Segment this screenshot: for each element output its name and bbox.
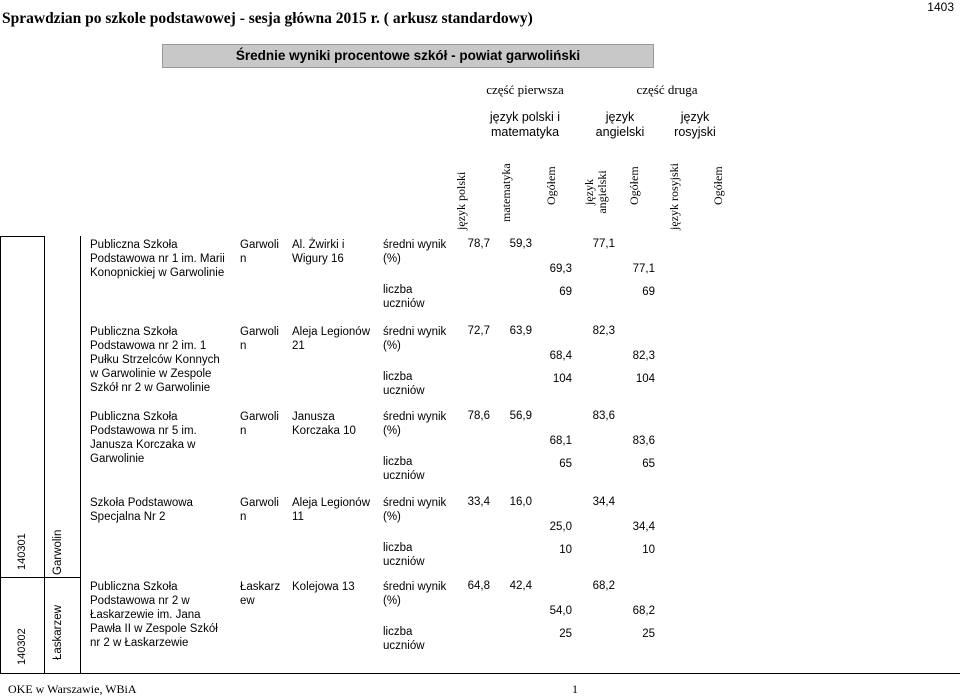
value-total1: 54,0 <box>549 605 572 617</box>
header-part2: część druga <box>636 82 698 97</box>
school-name: Publiczna Szkoła Podstawowa nr 5 im. Janusza Korczaka w Garwolinie <box>90 411 197 465</box>
school-address: Al. Żwirki i Wigury 16 <box>292 239 345 265</box>
rot-header-english: język angielski <box>582 170 609 214</box>
value-count2: 10 <box>642 544 655 556</box>
rot-header-russian: język rosyjski <box>667 163 681 230</box>
school-address: Janusza Korczaka 10 <box>292 411 356 437</box>
header-english: język angielski <box>595 110 645 139</box>
school-address: Aleja Legionów 21 <box>292 326 371 352</box>
value-count2: 25 <box>642 628 655 640</box>
rot-header-math: matematyka <box>499 163 513 222</box>
school-address: Kolejowa 13 <box>292 581 355 593</box>
label-count: liczba uczniów <box>383 371 425 397</box>
value-count2: 65 <box>642 458 655 470</box>
gmina-code: 140302 <box>16 628 28 665</box>
value-math: 42,4 <box>509 580 532 592</box>
label-count: liczba uczniów <box>383 284 425 310</box>
value-math: 63,9 <box>509 325 532 337</box>
value-english: 34,4 <box>592 496 615 508</box>
value-total1: 25,0 <box>549 521 572 533</box>
label-avg: średni wynik (%) <box>383 581 447 607</box>
value-count1: 10 <box>559 544 572 556</box>
page-number: 1403 <box>927 0 954 14</box>
value-english: 83,6 <box>592 410 615 422</box>
value-english: 77,1 <box>592 238 615 250</box>
value-total1: 68,4 <box>549 350 572 362</box>
school-name: Publiczna Szkoła Podstawowa nr 1 im. Marii Konopnickiej w Garwolinie <box>90 239 225 279</box>
gmina-code: 140301 <box>16 533 28 570</box>
value-math: 56,9 <box>509 410 532 422</box>
value-count1: 65 <box>559 458 572 470</box>
value-polish: 78,7 <box>467 238 490 250</box>
value-count1: 69 <box>559 286 572 298</box>
grid-line <box>0 236 44 237</box>
grid-line <box>80 236 81 673</box>
value-total-en: 83,6 <box>632 435 655 447</box>
label-avg: średni wynik (%) <box>383 411 447 437</box>
value-total-en: 82,3 <box>632 350 655 362</box>
value-total-en: 77,1 <box>632 263 655 275</box>
value-english: 82,3 <box>592 325 615 337</box>
value-count2: 104 <box>635 373 655 385</box>
school-city: Garwolin <box>240 326 279 352</box>
value-polish: 72,7 <box>467 325 490 337</box>
rot-header-total1: Ogółem <box>544 166 558 205</box>
school-name: Szkoła Podstawowa Specjalna Nr 2 <box>90 497 193 523</box>
gmina-name: Garwolin <box>52 529 64 575</box>
rot-header-total-en: Ogółem <box>627 166 641 205</box>
footer-source: OKE w Warszawie, WBiA <box>8 682 137 696</box>
label-avg: średni wynik (%) <box>383 239 447 265</box>
gmina-name: Łaskarzew <box>52 605 64 660</box>
value-total-en: 34,4 <box>632 521 655 533</box>
grid-line <box>0 673 960 674</box>
school-name: Publiczna Szkoła Podstawowa nr 2 w Łaskarzewie im. Jana Pawła II w Zespole Szkół nr 2 w Łaskarzewie <box>90 581 218 649</box>
grid-line <box>44 236 45 673</box>
value-count2: 69 <box>642 286 655 298</box>
rot-header-total-ru: Ogółem <box>711 166 725 205</box>
value-polish: 64,8 <box>467 580 490 592</box>
value-english: 68,2 <box>592 580 615 592</box>
value-math: 59,3 <box>509 238 532 250</box>
value-polish: 33,4 <box>467 496 490 508</box>
grid-line <box>0 236 1 673</box>
value-polish: 78,6 <box>467 410 490 422</box>
page-title: Sprawdzian po szkole podstawowej - sesja główna 2015 r. ( arkusz standardowy) <box>2 10 533 27</box>
value-count1: 25 <box>559 628 572 640</box>
value-count1: 104 <box>552 373 572 385</box>
label-count: liczba uczniów <box>383 626 425 652</box>
school-city: Garwolin <box>240 497 279 523</box>
school-address: Aleja Legionów 11 <box>292 497 371 523</box>
school-city: Garwolin <box>240 411 279 437</box>
school-city: Łaskarzew <box>240 581 281 607</box>
label-count: liczba uczniów <box>383 456 425 482</box>
grid-line <box>0 577 80 578</box>
value-total1: 68,1 <box>549 435 572 447</box>
footer-page: 1 <box>572 682 578 696</box>
header-polish-math: język polski i matematyka <box>489 110 561 139</box>
header-part1: część pierwsza <box>486 82 564 97</box>
label-avg: średni wynik (%) <box>383 326 447 352</box>
rot-header-polish: język polski <box>454 171 468 230</box>
school-city: Garwolin <box>240 239 279 265</box>
header-russian: język rosyjski <box>674 110 716 139</box>
report-banner: Średnie wyniki procentowe szkół - powiat garwoliński <box>162 44 654 68</box>
label-count: liczba uczniów <box>383 542 425 568</box>
label-avg: średni wynik (%) <box>383 497 447 523</box>
value-total-en: 68,2 <box>632 605 655 617</box>
value-total1: 69,3 <box>549 263 572 275</box>
school-name: Publiczna Szkoła Podstawowa nr 2 im. 1 Pułku Strzelców Konnych w Garwolinie w Zespole Szkół nr 2 w Garwolinie <box>90 326 220 394</box>
value-math: 16,0 <box>509 496 532 508</box>
